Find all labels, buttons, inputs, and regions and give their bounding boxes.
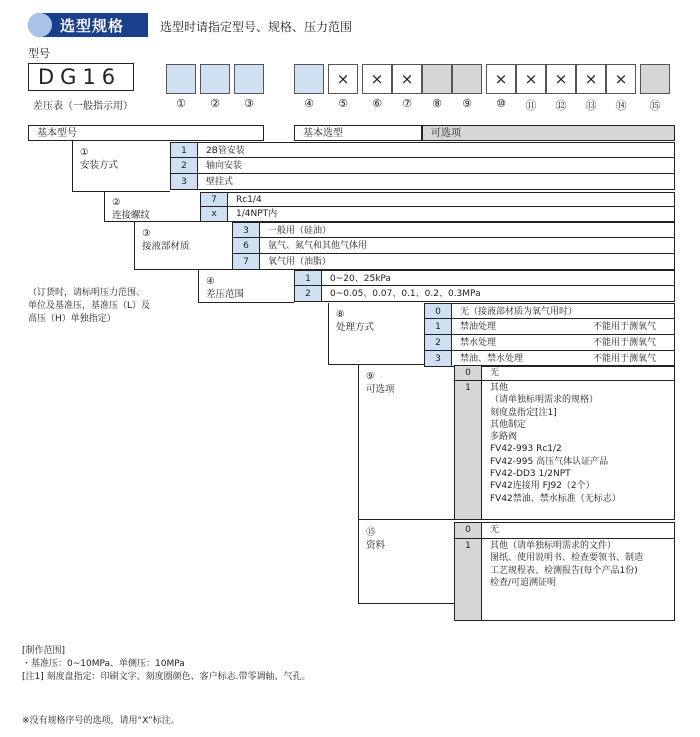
code-cell: 2 [424, 335, 452, 351]
spec-cell-number: ⑩ [496, 97, 506, 110]
footer-x-note: ※没有规格序号的选项，请用“X”标注。 [22, 716, 180, 726]
spec-cell-number: ④ [304, 97, 314, 110]
spec-cell-number: ⑨ [462, 97, 472, 110]
section-15-title: ⑮ 资料 [366, 527, 386, 551]
code-cell: 1 [424, 319, 452, 335]
option-text: 禁油、禁水处理 [460, 354, 524, 364]
option-line: 多路阀 [490, 432, 518, 443]
model-code: DG16 [28, 63, 134, 91]
page-title: 选型规格 [60, 17, 125, 35]
spec-cell-number: ① [176, 97, 186, 110]
code-cell: 3 [170, 174, 198, 190]
model-label: 型号 [28, 47, 50, 60]
spec-cell [200, 64, 230, 94]
option-line: FV42-993 Rc1/2 [490, 444, 562, 455]
spec-cell-number: ⑭ [615, 99, 627, 112]
option-note: 不能用于测氧气 [592, 338, 656, 348]
code-cell: 1 [294, 270, 322, 286]
pressure-range-note: （订货时，请标明压力范围、 单位及基准压，基准压（L）及 高压（H）单独指定） [28, 288, 151, 324]
option-row [228, 207, 675, 222]
option-text: 禁油处理 [460, 322, 497, 332]
option-line: 工艺规程表、检测报告(每个产品1份) [490, 565, 638, 576]
spec-cell-number: ⑤ [338, 97, 348, 110]
spec-cell: × [486, 64, 516, 94]
spec-cell: × [392, 64, 422, 94]
option-note: 不能用于测氧气 [592, 322, 656, 332]
code-cell: 2 [294, 286, 322, 302]
section-8-title: ⑧ 处理方式 [336, 309, 375, 333]
option-block [482, 522, 675, 539]
option-line: FV42禁油、禁水标准（无标志） [490, 493, 621, 504]
option-row [198, 174, 675, 190]
code-cell: 3 [232, 222, 260, 238]
section-9-title: ⑨ 可选项 [366, 371, 395, 395]
option-text: 禁水处理 [460, 338, 497, 348]
basic-selection-header: 基本选型 [294, 125, 422, 141]
spec-cell-number: ⑪ [525, 99, 537, 112]
spec-cell: × [362, 64, 392, 94]
spec-cell: × [328, 64, 358, 94]
model-note: 差压表（一般指示用） [33, 101, 133, 112]
code-cell [454, 522, 482, 539]
option-block [482, 539, 675, 621]
option-row [260, 238, 675, 254]
option-line: FV42-995 高压气体认证产品 [490, 456, 609, 467]
code-cell: 2 [170, 158, 198, 174]
spec-cell: × [576, 64, 606, 94]
code-cell: x [200, 207, 228, 222]
code-cell [454, 365, 482, 381]
spec-cell: × [516, 64, 546, 94]
option-line: FV42连接用 FJ92（2个） [490, 481, 595, 492]
spec-cell-number: ⑮ [649, 99, 661, 112]
option-line: （请单独标明需求的规格） [490, 395, 599, 406]
option-row [452, 319, 675, 335]
spec-cell-number: ⑬ [585, 99, 597, 112]
spec-cell [294, 64, 324, 94]
option-line: 无 [490, 525, 500, 535]
option-row [260, 222, 675, 238]
page-subtitle: 选型时请指定型号、规格、压力范围 [160, 20, 353, 34]
option-block [482, 365, 675, 381]
spec-cell [452, 64, 482, 94]
option-line: 无 [490, 368, 500, 378]
option-note: 不能用于测氧气 [592, 354, 656, 364]
option-block [482, 381, 675, 520]
option-text: 2B管安装 [206, 146, 245, 156]
option-line: 图纸、使用说明书、检查要领书、制造 [490, 553, 644, 564]
footer-notes: [制作范围] ・基准压：0~10MPa、单侧压：10MPa [注1] 刻度盘指定：印刷文字、刻度圈颜色、客户标志.带零调轴、气孔。 [22, 646, 311, 682]
spec-cell [422, 64, 452, 94]
spec-cell [166, 64, 196, 94]
option-text: 0~0.05、0.07、0.1、0.2、0.3MPa [330, 289, 481, 299]
option-line: 其他 [490, 383, 509, 393]
option-row [452, 335, 675, 351]
section-3-title: ③ 接液部材质 [142, 228, 190, 252]
code-cell [454, 539, 482, 621]
option-row [198, 142, 675, 158]
option-row [228, 192, 675, 207]
option-text: 一般用（硅油） [268, 226, 332, 236]
code-cell: 1 [170, 142, 198, 158]
option-line: FV42-DD3 1/2NPT [490, 469, 571, 480]
option-text: Rc1/4 [236, 195, 262, 205]
option-text: 氧气用（油脂） [268, 257, 332, 267]
code-text: 0 [465, 525, 471, 535]
spec-cell [640, 64, 670, 94]
spec-cell-number: ⑫ [555, 99, 567, 112]
code-text: 1 [465, 383, 471, 393]
code-text: 1 [465, 541, 471, 551]
spec-cell-number: ③ [244, 97, 254, 110]
spec-cell-number: ② [210, 97, 220, 110]
option-text: 轴向安装 [206, 161, 243, 171]
option-text: 0~20、25kPa [330, 274, 391, 284]
code-cell: 7 [232, 254, 260, 270]
header-bullet-icon [28, 13, 52, 37]
spec-cell-number: ⑦ [402, 97, 412, 110]
spec-cell: × [606, 64, 636, 94]
code-cell: 6 [232, 238, 260, 254]
section-1-title: ① 安装方式 [80, 147, 119, 171]
spec-cell: × [546, 64, 576, 94]
option-line: 其他（请单独标明需求的文件） [490, 541, 617, 551]
basic-model-header: 基本型号 [28, 125, 264, 141]
code-cell: 0 [424, 303, 452, 319]
spec-cell-number: ⑧ [432, 97, 442, 110]
code-text: 0 [465, 368, 471, 378]
option-text: 壁挂式 [206, 177, 234, 187]
optional-header: 可选项 [422, 125, 675, 141]
option-row [322, 270, 675, 286]
option-row [198, 158, 675, 174]
option-row [260, 254, 675, 270]
option-text: 无（接液部材质为氧气用时） [460, 307, 578, 317]
code-cell: 7 [200, 192, 228, 207]
spec-cell [234, 64, 264, 94]
section-2-title: ② 连接螺纹 [112, 197, 151, 221]
option-line: 检查/可追溯证明 [490, 577, 557, 588]
option-line: 其他制定 [490, 419, 527, 430]
code-cell [454, 381, 482, 520]
code-cell: 3 [424, 351, 452, 367]
option-line: 刻度盘指定[注1] [490, 407, 557, 418]
option-row [322, 286, 675, 302]
option-text: 1/4NPT内 [236, 209, 278, 219]
option-text: 氩气、氮气和其他气体用 [268, 241, 368, 251]
spec-cell-number: ⑥ [372, 97, 382, 110]
option-row [452, 303, 675, 319]
section-4-title: ④ 差压范围 [206, 276, 245, 300]
